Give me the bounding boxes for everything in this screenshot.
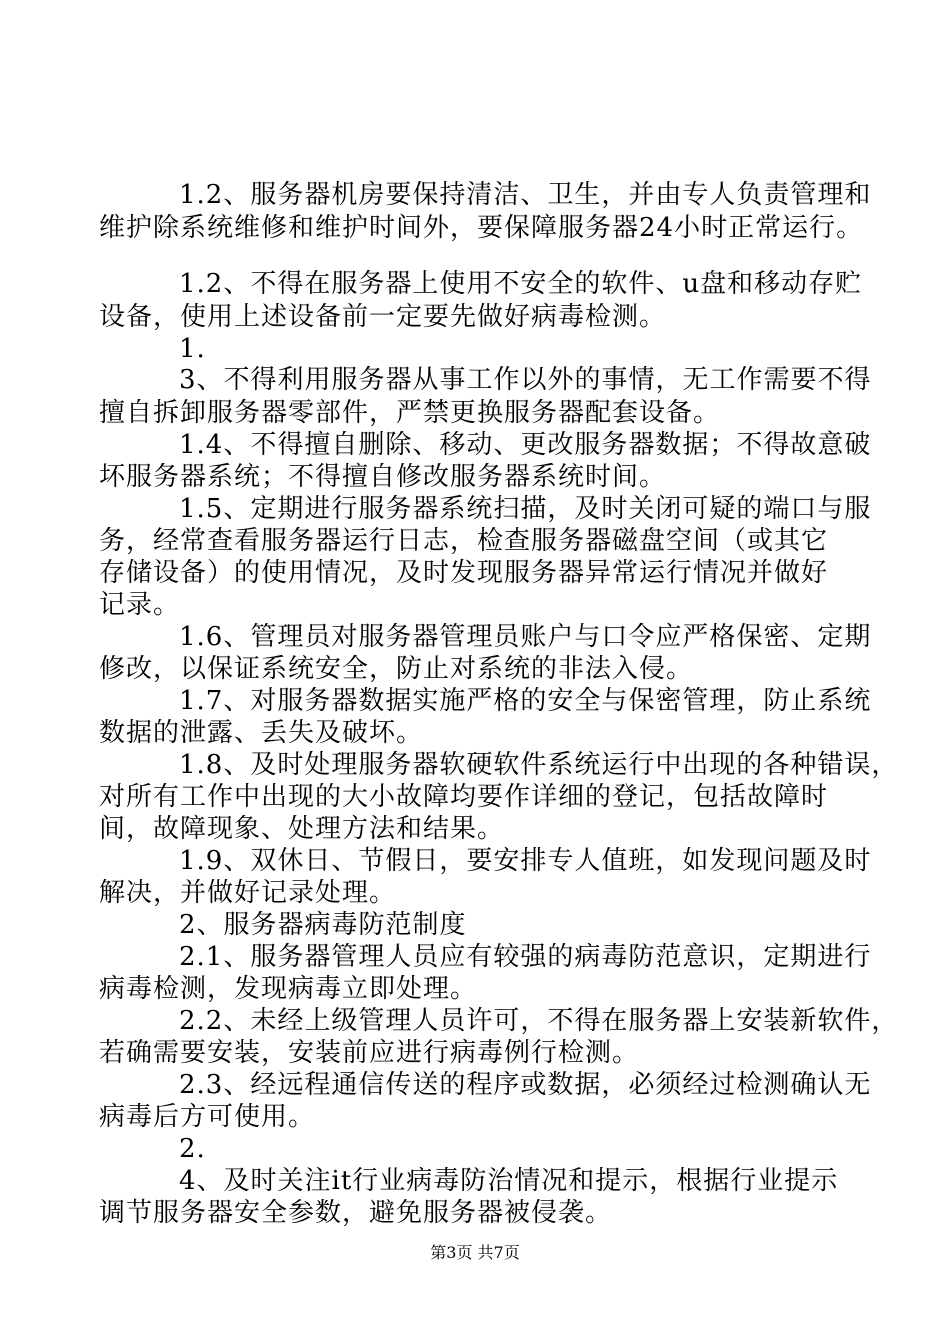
paragraph-line: 1.6、管理员对服务器管理员账户与口令应严格保密、定期 xyxy=(179,622,872,652)
paragraph-line: 2.2、未经上级管理人员许可，不得在服务器上安装新软件， xyxy=(179,1006,899,1036)
paragraph-line: 2.1、服务器管理人员应有较强的病毒防范意识，定期进行 xyxy=(179,942,872,972)
paragraph-line: 间，故障现象、处理方法和结果。 xyxy=(99,814,505,844)
section-heading: 2、服务器病毒防范制度 xyxy=(179,910,467,940)
paragraph-line: 记录。 xyxy=(99,590,181,620)
paragraph-line: 1.5、定期进行服务器系统扫描，及时关闭可疑的端口与服 xyxy=(179,494,872,524)
paragraph-line: 2. xyxy=(179,1134,206,1164)
paragraph-line: 修改，以保证系统安全，防止对系统的非法入侵。 xyxy=(99,654,694,684)
paragraph-line: 病毒后方可使用。 xyxy=(99,1102,316,1132)
page-number-footer: 第3页 共7页 xyxy=(430,1243,520,1262)
paragraph-line: 1.2、服务器机房要保持清洁、卫生，并由专人负责管理和 xyxy=(179,180,872,210)
paragraph-line: 1.7、对服务器数据实施严格的安全与保密管理，防止系统 xyxy=(179,686,872,716)
paragraph-line: 3、不得利用服务器从事工作以外的事情，无工作需要不得 xyxy=(179,365,872,395)
paragraph-line: 1.8、及时处理服务器软硬软件系统运行中出现的各种错误， xyxy=(179,750,899,780)
paragraph-line: 4、及时关注it行业病毒防治情况和提示，根据行业提示 xyxy=(179,1166,839,1196)
paragraph-line: 1.9、双休日、节假日，要安排专人值班，如发现问题及时 xyxy=(179,846,872,876)
paragraph-line: 坏服务器系统；不得擅自修改服务器系统时间。 xyxy=(99,462,667,492)
paragraph-line: 维护除系统维修和维护时间外，要保障服务器24小时正常运行。 xyxy=(99,213,864,243)
paragraph-line: 设备，使用上述设备前一定要先做好病毒检测。 xyxy=(99,302,667,332)
paragraph-line: 2.3、经远程通信传送的程序或数据，必须经过检测确认无 xyxy=(179,1070,872,1100)
paragraph-line: 擅自拆卸服务器零部件，严禁更换服务器配套设备。 xyxy=(99,398,721,428)
paragraph-line: 调节服务器安全参数，避免服务器被侵袭。 xyxy=(99,1198,613,1228)
paragraph-line: 解决，并做好记录处理。 xyxy=(99,878,397,908)
paragraph-line: 1.4、不得擅自删除、移动、更改服务器数据；不得故意破 xyxy=(179,430,872,460)
paragraph-line: 对所有工作中出现的大小故障均要作详细的登记，包括故障时 xyxy=(99,782,829,812)
paragraph-line: 1.2、不得在服务器上使用不安全的软件、u盘和移动存贮 xyxy=(179,269,863,299)
paragraph-line: 数据的泄露、丢失及破坏。 xyxy=(99,718,424,748)
paragraph-line: 若确需要安装，安装前应进行病毒例行检测。 xyxy=(99,1038,640,1068)
paragraph-line: 1. xyxy=(179,334,206,364)
paragraph-line: 务，经常查看服务器运行日志，检查服务器磁盘空间（或其它 xyxy=(99,526,829,556)
paragraph-line: 存储设备）的使用情况，及时发现服务器异常运行情况并做好 xyxy=(99,558,829,588)
paragraph-line: 病毒检测，发现病毒立即处理。 xyxy=(99,974,478,1004)
